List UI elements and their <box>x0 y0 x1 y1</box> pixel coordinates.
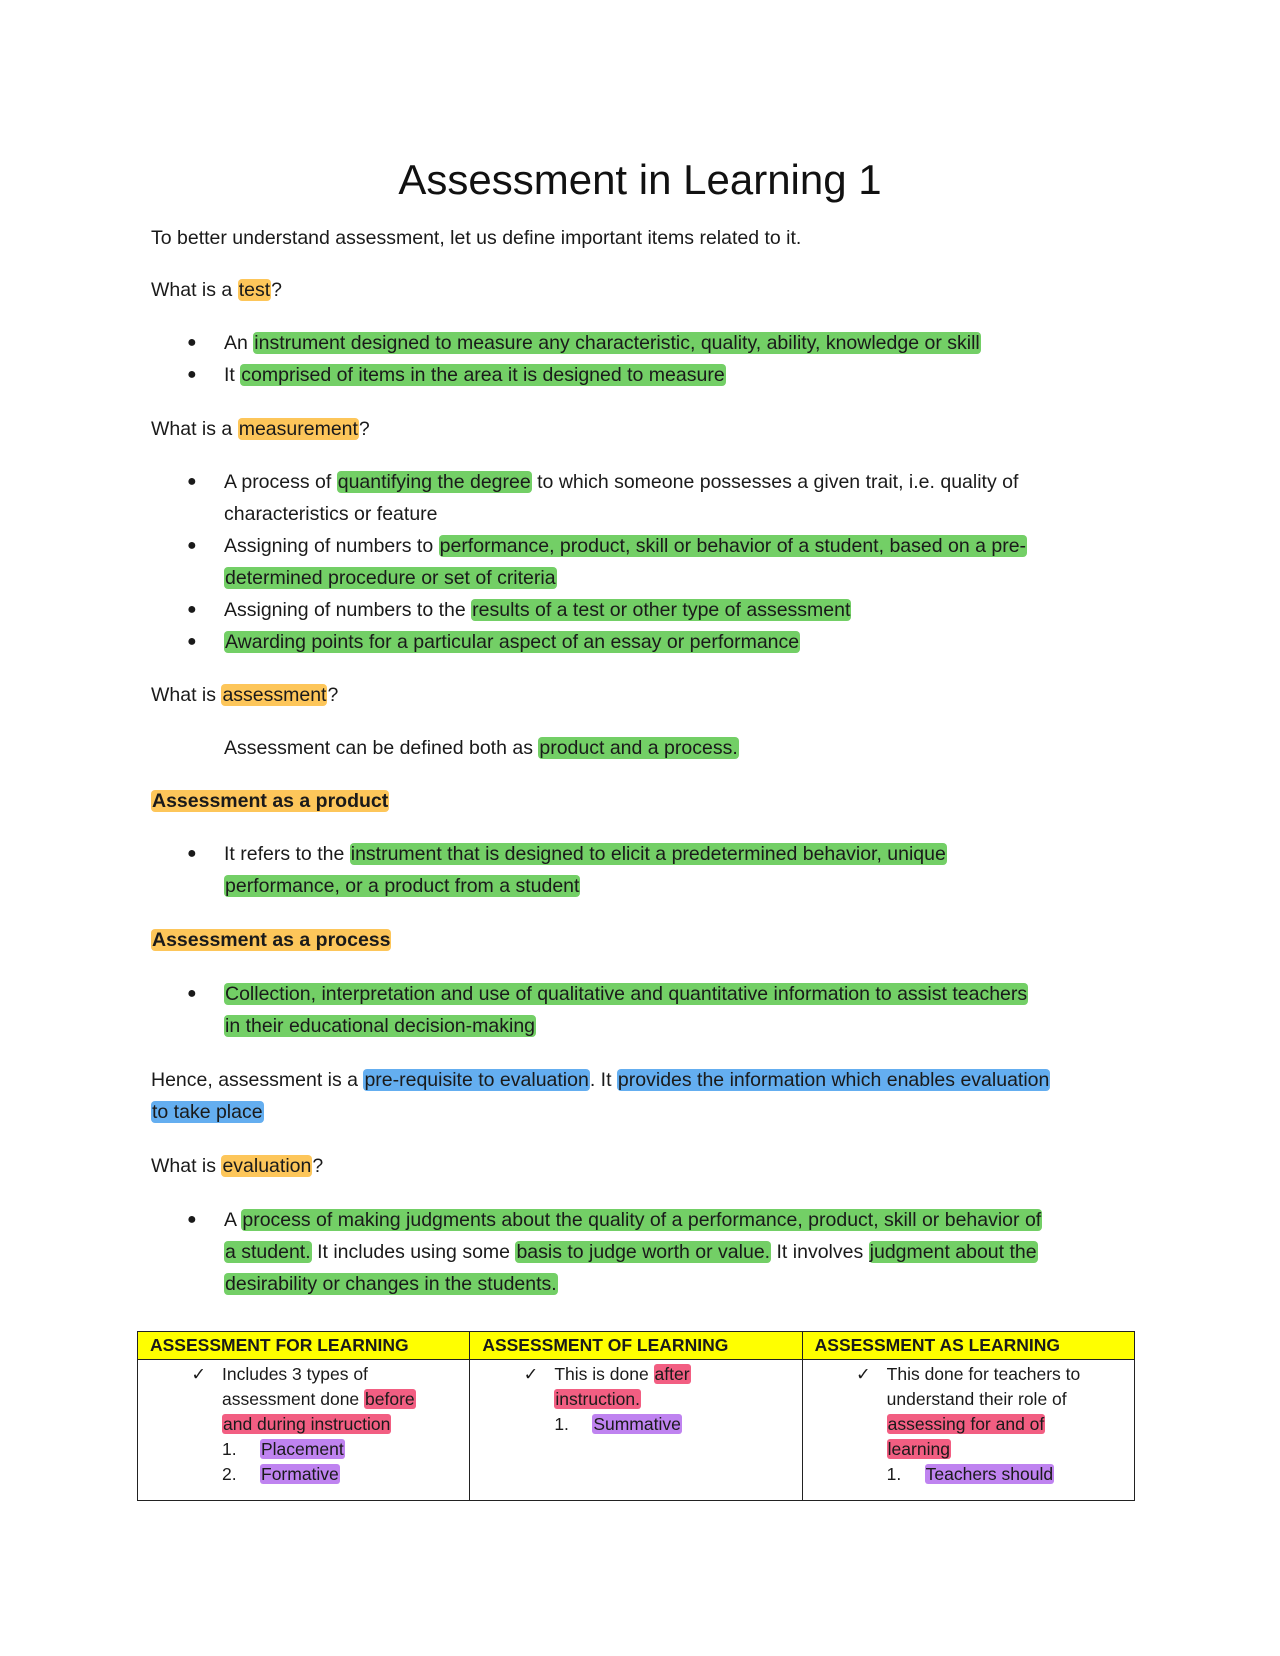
table-header-row <box>138 1332 1135 1360</box>
highlight-purple: Teachers should <box>925 1464 1054 1484</box>
bullet-text: characteristics or feature <box>224 503 438 525</box>
cell-for-learning <box>138 1360 470 1501</box>
question-text: What is a <box>151 279 238 301</box>
highlight-green: instrument designed to measure any characteristic, quality, ability, knowledge or skill <box>254 332 980 354</box>
question-measurement <box>151 413 1131 445</box>
highlight-green: desirability or changes in the students. <box>225 1273 557 1295</box>
cell-text: understand their role of <box>886 1389 1067 1409</box>
numbered-item <box>554 1412 789 1437</box>
hence-paragraph <box>151 1064 1131 1128</box>
numbered-item <box>222 1462 457 1487</box>
item-number: 1. <box>554 1414 569 1434</box>
highlight-pink: assessing for and of <box>887 1414 1045 1434</box>
assessment-types-table <box>137 1331 1135 1501</box>
checkmark-icon: ✓ <box>523 1364 539 1384</box>
highlight-green: performance, product, skill or behavior of a student, based on a pre- <box>439 535 1027 557</box>
highlight-green: Collection, interpretation and use of qualitative and quantitative information to assist teachers <box>225 983 1028 1005</box>
highlight-green: basis to judge worth or value. <box>516 1241 771 1263</box>
highlight-purple: Formative <box>261 1464 339 1484</box>
highlight-pink: instruction. <box>555 1389 640 1409</box>
highlight-green: Awarding points for a particular aspect of an essay or performance <box>225 631 800 653</box>
bullet-icon: ● <box>187 845 197 862</box>
term-highlight: test <box>238 279 271 301</box>
highlight-green: judgment about the <box>869 1241 1037 1263</box>
cell-of-learning <box>470 1360 802 1501</box>
highlight-green: instrument that is designed to elicit a predetermined behavior, unique <box>350 843 946 865</box>
bullet-icon: ● <box>187 985 197 1002</box>
heading-highlight: Assessment as a process <box>152 929 391 951</box>
question-assessment <box>151 679 1131 711</box>
question-mark: ? <box>327 684 339 706</box>
highlight-blue: provides the information which enables evaluation <box>617 1069 1050 1091</box>
header-of-learning: ASSESSMENT OF LEARNING <box>470 1332 802 1360</box>
checklist-item <box>150 1362 457 1437</box>
highlight-green: product and a process. <box>539 737 738 759</box>
question-mark: ? <box>271 279 282 301</box>
cell-as-learning <box>802 1360 1134 1501</box>
highlight-green: a student. <box>225 1241 311 1263</box>
bullet-text: Assigning of numbers to the <box>224 599 472 621</box>
heading-product <box>151 785 1131 817</box>
bullet-icon: ● <box>187 366 197 383</box>
item-number: 2. <box>222 1464 237 1484</box>
heading-process <box>151 924 1131 956</box>
highlight-green: determined procedure or set of criteria <box>225 567 556 589</box>
bullet-icon: ● <box>187 537 197 554</box>
highlight-green: in their educational decision-making <box>225 1015 536 1037</box>
numbered-item <box>887 1462 1122 1487</box>
bullet-text: It <box>224 364 241 386</box>
highlight-pink: and during instruction <box>223 1414 391 1434</box>
highlight-green: quantifying the degree <box>337 471 531 493</box>
table-row <box>138 1360 1135 1501</box>
bullet-text: An <box>224 332 254 354</box>
checklist-item <box>482 1362 789 1412</box>
item-number: 1. <box>222 1439 237 1459</box>
bullet-text: It involves <box>771 1241 869 1263</box>
header-as-learning: ASSESSMENT AS LEARNING <box>802 1332 1134 1360</box>
bullet-text: to which someone possesses a given trait, i.e. quality of <box>531 471 1019 493</box>
question-text: What is <box>151 1155 222 1177</box>
question-mark: ? <box>358 418 370 440</box>
highlight-green: results of a test or other type of assessment <box>472 599 851 621</box>
bullet-text: A process of <box>224 471 337 493</box>
bullet-text: A <box>224 1209 242 1231</box>
question-text: What is a <box>151 418 238 440</box>
highlight-pink: after <box>654 1364 690 1384</box>
definition-text: Assessment can be defined both as <box>224 737 539 759</box>
bullet-text: Assigning of numbers to <box>224 535 439 557</box>
checklist-item <box>815 1362 1122 1462</box>
highlight-green: performance, or a product from a student <box>225 875 580 897</box>
highlight-blue: pre-requisite to evaluation <box>364 1069 589 1091</box>
highlight-pink: before <box>365 1389 415 1409</box>
assessment-definition <box>224 732 1204 764</box>
bullet-text: It refers to the <box>224 843 350 865</box>
term-highlight: measurement <box>238 418 358 440</box>
highlight-green: comprised of items in the area it is designed to measure <box>241 364 725 386</box>
paragraph-text: . It <box>589 1069 617 1091</box>
cell-text: Includes 3 types of <box>222 1364 368 1384</box>
bullet-icon: ● <box>187 1211 197 1228</box>
bullet-icon: ● <box>187 601 197 618</box>
question-test <box>151 274 1131 306</box>
item-number: 1. <box>886 1464 902 1484</box>
bullet-icon: ● <box>187 633 197 650</box>
term-highlight: evaluation <box>222 1155 312 1177</box>
term-highlight: assessment <box>222 684 327 706</box>
page-title: Assessment in Learning 1 <box>398 156 882 203</box>
highlight-blue: to take place <box>152 1101 263 1123</box>
heading-highlight: Assessment as a product <box>152 790 389 812</box>
numbered-item <box>222 1437 457 1462</box>
cell-text: assessment done <box>222 1389 365 1409</box>
question-evaluation <box>151 1150 1131 1182</box>
question-text: What is <box>151 684 222 706</box>
bullet-icon: ● <box>187 473 197 490</box>
highlight-pink: learning <box>887 1439 950 1459</box>
header-for-learning: ASSESSMENT FOR LEARNING <box>138 1332 470 1360</box>
bullet-icon: ● <box>187 334 197 351</box>
paragraph-text: Hence, assessment is a <box>151 1069 364 1091</box>
cell-text: This done for teachers to <box>886 1364 1081 1384</box>
highlight-purple: Placement <box>261 1439 344 1459</box>
intro-paragraph: To better understand assessment, let us define important items related to it. <box>151 227 802 249</box>
highlight-purple: Summative <box>593 1414 681 1434</box>
question-mark: ? <box>312 1155 324 1177</box>
highlight-green: process of making judgments about the quality of a performance, product, skill or behavior of <box>242 1209 1042 1231</box>
cell-text: This is done <box>554 1364 654 1384</box>
checkmark-icon: ✓ <box>855 1364 871 1384</box>
checkmark-icon: ✓ <box>191 1364 206 1384</box>
bullet-text: It includes using some <box>311 1241 516 1263</box>
